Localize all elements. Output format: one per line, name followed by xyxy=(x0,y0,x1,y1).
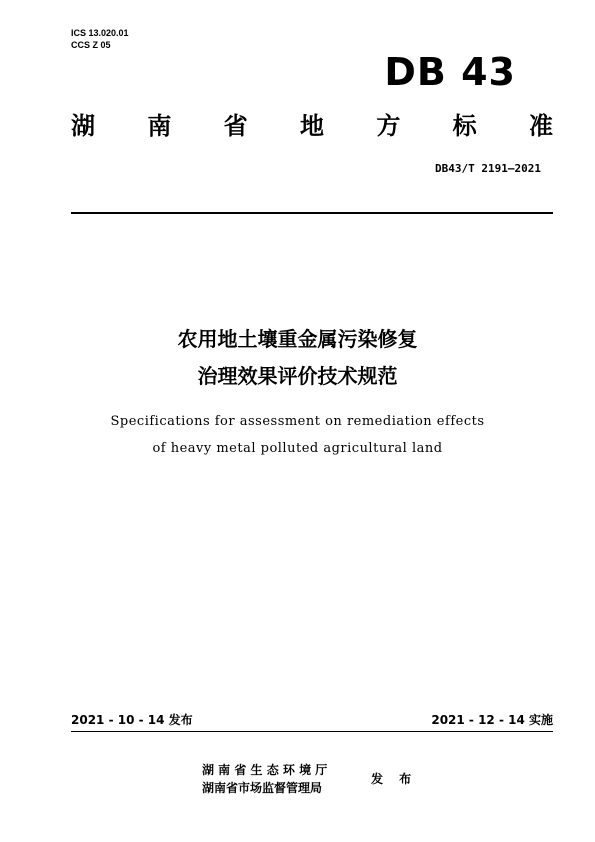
header-divider xyxy=(71,212,553,214)
standard-type-char: 地 xyxy=(299,112,324,140)
standard-type-char: 南 xyxy=(147,112,172,140)
ics-code: ICS 13.020.01 xyxy=(71,28,129,38)
classification-codes xyxy=(71,27,129,51)
title-chinese-line-2: 治理效果评价技术规范 xyxy=(197,364,398,388)
title-english-line-2: of heavy metal polluted agricultural land xyxy=(152,441,443,456)
title-english-line-1: Specifications for assessment on remediation effects xyxy=(110,414,485,429)
ccs-code: CCS Z 05 xyxy=(71,40,111,50)
implement-date: 2021 - 12 - 14 实施 xyxy=(431,713,553,727)
standard-type-char: 准 xyxy=(528,112,553,140)
standard-code-logo: DB 43 xyxy=(384,50,516,94)
standard-type-char: 方 xyxy=(376,112,401,140)
standard-type-heading xyxy=(71,111,553,141)
standard-type-char: 湖 xyxy=(71,112,95,140)
title-chinese-line-1: 农用地土壤重金属污染修复 xyxy=(177,327,418,351)
issue-word: 发 布 xyxy=(371,772,418,786)
standard-type-char: 省 xyxy=(223,112,248,140)
standard-number: DB43/T 2191—2021 xyxy=(435,162,541,175)
release-date: 2021 - 10 - 14 发布 xyxy=(71,713,193,727)
issuer-line-1: 湖 南 省 生 态 环 境 厅 xyxy=(202,763,328,777)
standard-type-char: 标 xyxy=(452,112,477,140)
issuer-line-2: 湖南省市场监督管理局 xyxy=(202,781,323,795)
footer-divider xyxy=(71,731,553,732)
